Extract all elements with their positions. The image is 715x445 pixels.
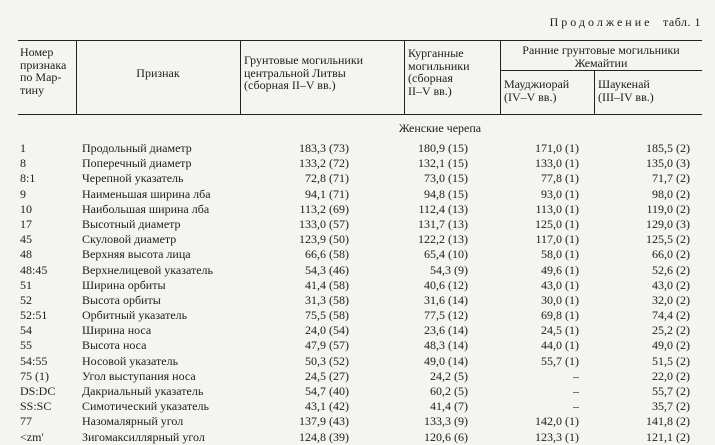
row-value-maudziorai: –: [573, 384, 579, 398]
row-feature: Скуловой диаметр: [82, 232, 177, 247]
row-number: SS:SC: [20, 399, 52, 414]
row-number: 54:55: [20, 353, 48, 368]
row-number: 8:1: [20, 171, 36, 186]
row-value-maudziorai: 43,0 (1): [541, 277, 579, 292]
row-value-maudziorai: 125,0 (1): [535, 216, 579, 231]
row-value-lithuania: 124,8 (39): [299, 429, 349, 444]
row-feature: Симотический указатель: [82, 399, 209, 414]
header-col1: Грунтовые могильники центральной Литвы (сборная II–V вв.): [244, 53, 364, 92]
table-row: [18, 278, 702, 293]
table-caption: [550, 15, 701, 30]
header-divider: [500, 70, 702, 71]
row-value-kurgan: 94,8 (15): [424, 186, 468, 201]
row-number: 9: [20, 186, 26, 201]
row-value-lithuania: 41,4 (58): [305, 277, 349, 292]
header-divider: [594, 70, 595, 114]
row-number: <zm′: [20, 429, 45, 444]
row-value-maudziorai: 69,8 (1): [541, 308, 579, 323]
row-value-maudziorai: 55,7 (1): [541, 353, 579, 368]
row-value-saukenai: 22,0 (2): [652, 368, 690, 383]
row-value-kurgan: 122,2 (13): [418, 232, 468, 247]
row-value-kurgan: 131,7 (13): [418, 216, 468, 231]
row-value-saukenai: 119,0 (2): [646, 201, 690, 216]
table-row: [18, 308, 702, 323]
row-value-kurgan: 40,6 (12): [424, 277, 468, 292]
table-row: [18, 156, 702, 171]
header-group: Ранние грунтовые могильники Жемайтии: [522, 43, 680, 70]
row-value-kurgan: 132,1 (15): [418, 156, 468, 171]
row-value-saukenai: 32,0 (2): [652, 292, 690, 307]
row-value-lithuania: 24,5 (27): [305, 368, 349, 383]
row-feature: Высотный диаметр: [82, 216, 181, 231]
row-feature: Наименьшая ширина лба: [82, 186, 211, 201]
row-value-saukenai: 71,7 (2): [652, 171, 690, 186]
row-value-saukenai: 52,6 (2): [652, 262, 690, 277]
row-number: 45: [20, 232, 32, 247]
row-feature: Верхняя высота лица: [82, 247, 191, 262]
row-value-saukenai: 49,0 (2): [652, 338, 690, 353]
table-row: [18, 430, 702, 445]
table-row: [18, 369, 702, 384]
table-row: [18, 414, 702, 429]
row-value-saukenai: 98,0 (2): [652, 186, 690, 201]
row-value-kurgan: 31,6 (14): [424, 292, 468, 307]
table-row: [18, 293, 702, 308]
header-num: Номер признака по Мар- тину: [20, 45, 67, 97]
row-feature: Назомалярный угол: [82, 414, 184, 429]
header-col4: Шаукенай (III–IV вв.): [598, 77, 654, 104]
header-col2: Курганные могильники (сборная II–V вв.): [408, 46, 470, 98]
table-row: [18, 202, 702, 217]
row-value-kurgan: 180,9 (15): [418, 141, 468, 155]
row-value-maudziorai: 133,0 (1): [535, 156, 579, 171]
row-number: 52:51: [20, 308, 48, 323]
row-value-lithuania: 47,9 (57): [305, 338, 349, 353]
row-value-saukenai: 121,1 (2): [646, 429, 690, 444]
row-value-kurgan: 120,6 (6): [424, 429, 468, 444]
header-col3: Мауджиорай (IV–V вв.): [504, 77, 570, 104]
table-row: [18, 354, 702, 369]
row-number: 52: [20, 292, 32, 307]
row-value-kurgan: 48,3 (14): [424, 338, 468, 353]
row-value-lithuania: 50,3 (52): [305, 353, 349, 368]
row-value-kurgan: 24,2 (5): [430, 368, 468, 383]
row-value-saukenai: 129,0 (3): [646, 216, 690, 231]
row-value-kurgan: 77,5 (12): [424, 308, 468, 323]
header-divider: [240, 41, 241, 114]
row-value-maudziorai: 24,5 (1): [541, 323, 579, 338]
row-value-saukenai: 141,8 (2): [646, 414, 690, 429]
table-header: [18, 40, 702, 115]
row-value-saukenai: 55,7 (2): [652, 384, 690, 398]
row-value-maudziorai: 49,6 (1): [541, 262, 579, 277]
row-number: 8: [20, 156, 26, 171]
row-value-saukenai: 66,0 (2): [652, 247, 690, 262]
row-value-saukenai: 185,5 (2): [646, 141, 690, 155]
row-value-lithuania: 66,6 (58): [305, 247, 349, 262]
row-value-lithuania: 123,9 (50): [299, 232, 349, 247]
section-title: Женские черепа: [398, 121, 482, 135]
row-value-maudziorai: 30,0 (1): [541, 292, 579, 307]
row-feature: Ширина орбиты: [82, 277, 166, 292]
continuation-label: Продолжение: [549, 15, 653, 29]
table-row: [18, 187, 702, 202]
row-feature: Дакриальный указатель: [82, 384, 204, 398]
row-number: 17: [20, 216, 32, 231]
row-feature: Черепной указатель: [82, 171, 184, 186]
row-feature: Зигомаксиллярный угол: [82, 429, 205, 444]
row-feature: Продольный диаметр: [82, 141, 192, 155]
header-feature: Признак: [136, 66, 180, 80]
table-row: [18, 247, 702, 262]
row-number: 1: [20, 141, 26, 155]
table-row: [18, 399, 702, 414]
row-value-lithuania: 75,5 (58): [305, 308, 349, 323]
row-value-kurgan: 41,4 (7): [430, 399, 468, 414]
table-row: [18, 384, 702, 399]
row-value-kurgan: 54,3 (9): [430, 262, 468, 277]
row-feature: Носовой указатель: [82, 353, 179, 368]
table-row: [18, 217, 702, 232]
row-value-lithuania: 94,1 (71): [305, 186, 349, 201]
row-number: 55: [20, 338, 32, 353]
row-value-lithuania: 113,2 (69): [299, 201, 349, 216]
row-number: 48: [20, 247, 32, 262]
row-value-saukenai: 35,7 (2): [652, 399, 690, 414]
row-value-kurgan: 23,6 (14): [424, 323, 468, 338]
row-value-lithuania: 133,2 (72): [299, 156, 349, 171]
row-feature: Верхнелицевой указатель: [82, 262, 214, 277]
row-value-maudziorai: 93,0 (1): [541, 186, 579, 201]
row-value-saukenai: 74,4 (2): [652, 308, 690, 323]
row-value-maudziorai: 113,0 (1): [535, 201, 579, 216]
table-row: [18, 232, 702, 247]
row-value-lithuania: 43,1 (42): [305, 399, 349, 414]
row-value-saukenai: 125,5 (2): [646, 232, 690, 247]
row-number: 48:45: [20, 262, 48, 277]
row-value-lithuania: 183,3 (73): [299, 141, 349, 155]
row-feature: Высота орбиты: [82, 292, 161, 307]
table-rows: [18, 141, 702, 445]
row-value-maudziorai: 58,0 (1): [541, 247, 579, 262]
row-number: 77: [20, 414, 32, 429]
row-value-lithuania: 72,8 (71): [305, 171, 349, 186]
row-value-maudziorai: 117,0 (1): [535, 232, 579, 247]
table-row: [18, 323, 702, 338]
table-row: [18, 263, 702, 278]
row-feature: Ширина носа: [82, 323, 152, 338]
row-value-lithuania: 54,3 (46): [305, 262, 349, 277]
row-value-lithuania: 137,9 (43): [299, 414, 349, 429]
row-value-maudziorai: 123,3 (1): [535, 429, 579, 444]
row-feature: Наибольшая ширина лба: [82, 201, 210, 216]
row-value-lithuania: 54,7 (40): [305, 384, 349, 398]
row-feature: Высота носа: [82, 338, 147, 353]
row-value-kurgan: 133,3 (9): [424, 414, 468, 429]
row-number: 75 (1): [20, 368, 49, 383]
row-value-kurgan: 112,4 (13): [418, 201, 468, 216]
row-value-maudziorai: 77,8 (1): [541, 171, 579, 186]
row-value-kurgan: 65,4 (10): [424, 247, 468, 262]
row-value-saukenai: 51,5 (2): [652, 353, 690, 368]
row-value-kurgan: 49,0 (14): [424, 353, 468, 368]
row-value-maudziorai: 142,0 (1): [535, 414, 579, 429]
row-value-kurgan: 73,0 (15): [424, 171, 468, 186]
row-value-lithuania: 24,0 (54): [305, 323, 349, 338]
row-value-maudziorai: 44,0 (1): [541, 338, 579, 353]
table-row: [18, 338, 702, 353]
row-number: 54: [20, 323, 32, 338]
row-value-kurgan: 60,2 (5): [430, 384, 468, 398]
row-value-maudziorai: –: [573, 399, 579, 414]
row-value-lithuania: 133,0 (57): [299, 216, 349, 231]
row-value-saukenai: 25,2 (2): [652, 323, 690, 338]
row-feature: Поперечный диаметр: [82, 156, 192, 171]
row-value-lithuania: 31,3 (58): [305, 292, 349, 307]
row-number: DS:DC: [20, 384, 56, 398]
row-value-maudziorai: 171,0 (1): [535, 141, 579, 155]
row-number: 51: [20, 277, 32, 292]
row-value-saukenai: 135,0 (3): [646, 156, 690, 171]
row-feature: Угол выступания носа: [82, 368, 196, 383]
row-feature: Орбитный указатель: [82, 308, 188, 323]
row-number: 10: [20, 201, 32, 216]
table-row: [18, 171, 702, 186]
row-value-saukenai: 43,0 (2): [652, 277, 690, 292]
header-divider: [404, 41, 405, 114]
table-ref: табл. 1: [662, 15, 701, 29]
row-value-maudziorai: –: [573, 368, 579, 383]
table-row: [18, 141, 702, 156]
